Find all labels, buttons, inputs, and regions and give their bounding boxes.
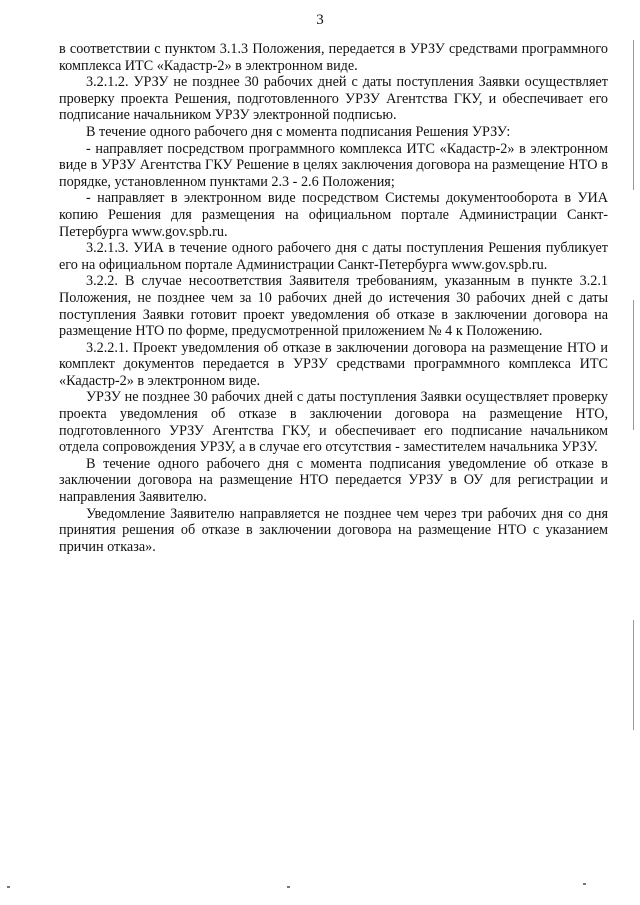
- scan-edge-mark: [633, 300, 634, 430]
- list-item: - направляет в электронном виде посредством Системы документооборота в УИА копию Решения для размещения на официальном портале Администрации Санкт-Петербурга www.gov.spb.ru.: [59, 190, 608, 240]
- list-item: - направляет посредством программного комплекса ИТС «Кадастр-2» в электронном виде в УРЗУ Агентства ГКУ Решение в целях заключения договора на размещение НТО в порядке, установленном пунктами 2.3 - 2.6 Положения;: [59, 140, 608, 190]
- paragraph: В течение одного рабочего дня с момента подписания уведомление об отказе в заключении договора на размещение НТО передается УРЗУ в ОУ для регистрации и направления Заявителю.: [59, 455, 608, 506]
- paragraph: 3.2.2. В случае несоответствия Заявителя требованиям, указанным в пункте 3.2.1 Положения, не позднее чем за 10 рабочих дней до истечения 30 рабочих дней с даты поступления Заявки готовит проект уведомления об отказе в заключении договора на размещение НТО по форме, предусмотренной приложением № 4 к Положению.: [59, 273, 608, 340]
- paragraph: УРЗУ не позднее 30 рабочих дней с даты поступления Заявки осуществляет проверку проекта уведомления об отказе в заключении договора на размещение НТО, подготовленного УРЗУ Агентства ГКУ, и обеспечивает его подписание начальником отдела сопровождения УРЗУ, а в случае его отсутствия - заместителем начальника УРЗУ.: [59, 389, 608, 456]
- scan-edge-mark: [633, 40, 634, 190]
- paragraph: 3.2.1.2. УРЗУ не позднее 30 рабочих дней с даты поступления Заявки осуществляет проверку проекта Решения, подготовленного УРЗУ Агентства ГКУ, и обеспечивает его подписание начальником УРЗУ электронной подписью.: [59, 74, 608, 124]
- scan-speck: [583, 883, 586, 885]
- scan-edge-mark: [633, 620, 634, 730]
- paragraph: 3.2.1.3. УИА в течение одного рабочего дня с даты поступления Решения публикует его на официальном портале Администрации Санкт-Петербурга www.gov.spb.ru.: [59, 240, 608, 273]
- scan-speck: [287, 886, 290, 888]
- paragraph: 3.2.2.1. Проект уведомления об отказе в заключении договора на размещение НТО и комплект документов передается в УРЗУ средствами программного комплекса ИТС «Кадастр-2» в электронном виде.: [59, 339, 608, 389]
- paragraph: в соответствии с пунктом 3.1.3 Положения, передается в УРЗУ средствами программного комплекса ИТС «Кадастр-2» в электронном виде.: [59, 41, 608, 74]
- paragraph: В течение одного рабочего дня с момента подписания Решения УРЗУ:: [86, 123, 511, 140]
- scan-speck: [7, 886, 10, 888]
- page-number: 3: [316, 12, 324, 28]
- document-body: [59, 41, 608, 555]
- paragraph: Уведомление Заявителю направляется не позднее чем через три рабочих дня со дня принятия решения об отказе в заключении договора на размещение НТО с указанием причин отказа».: [59, 505, 608, 555]
